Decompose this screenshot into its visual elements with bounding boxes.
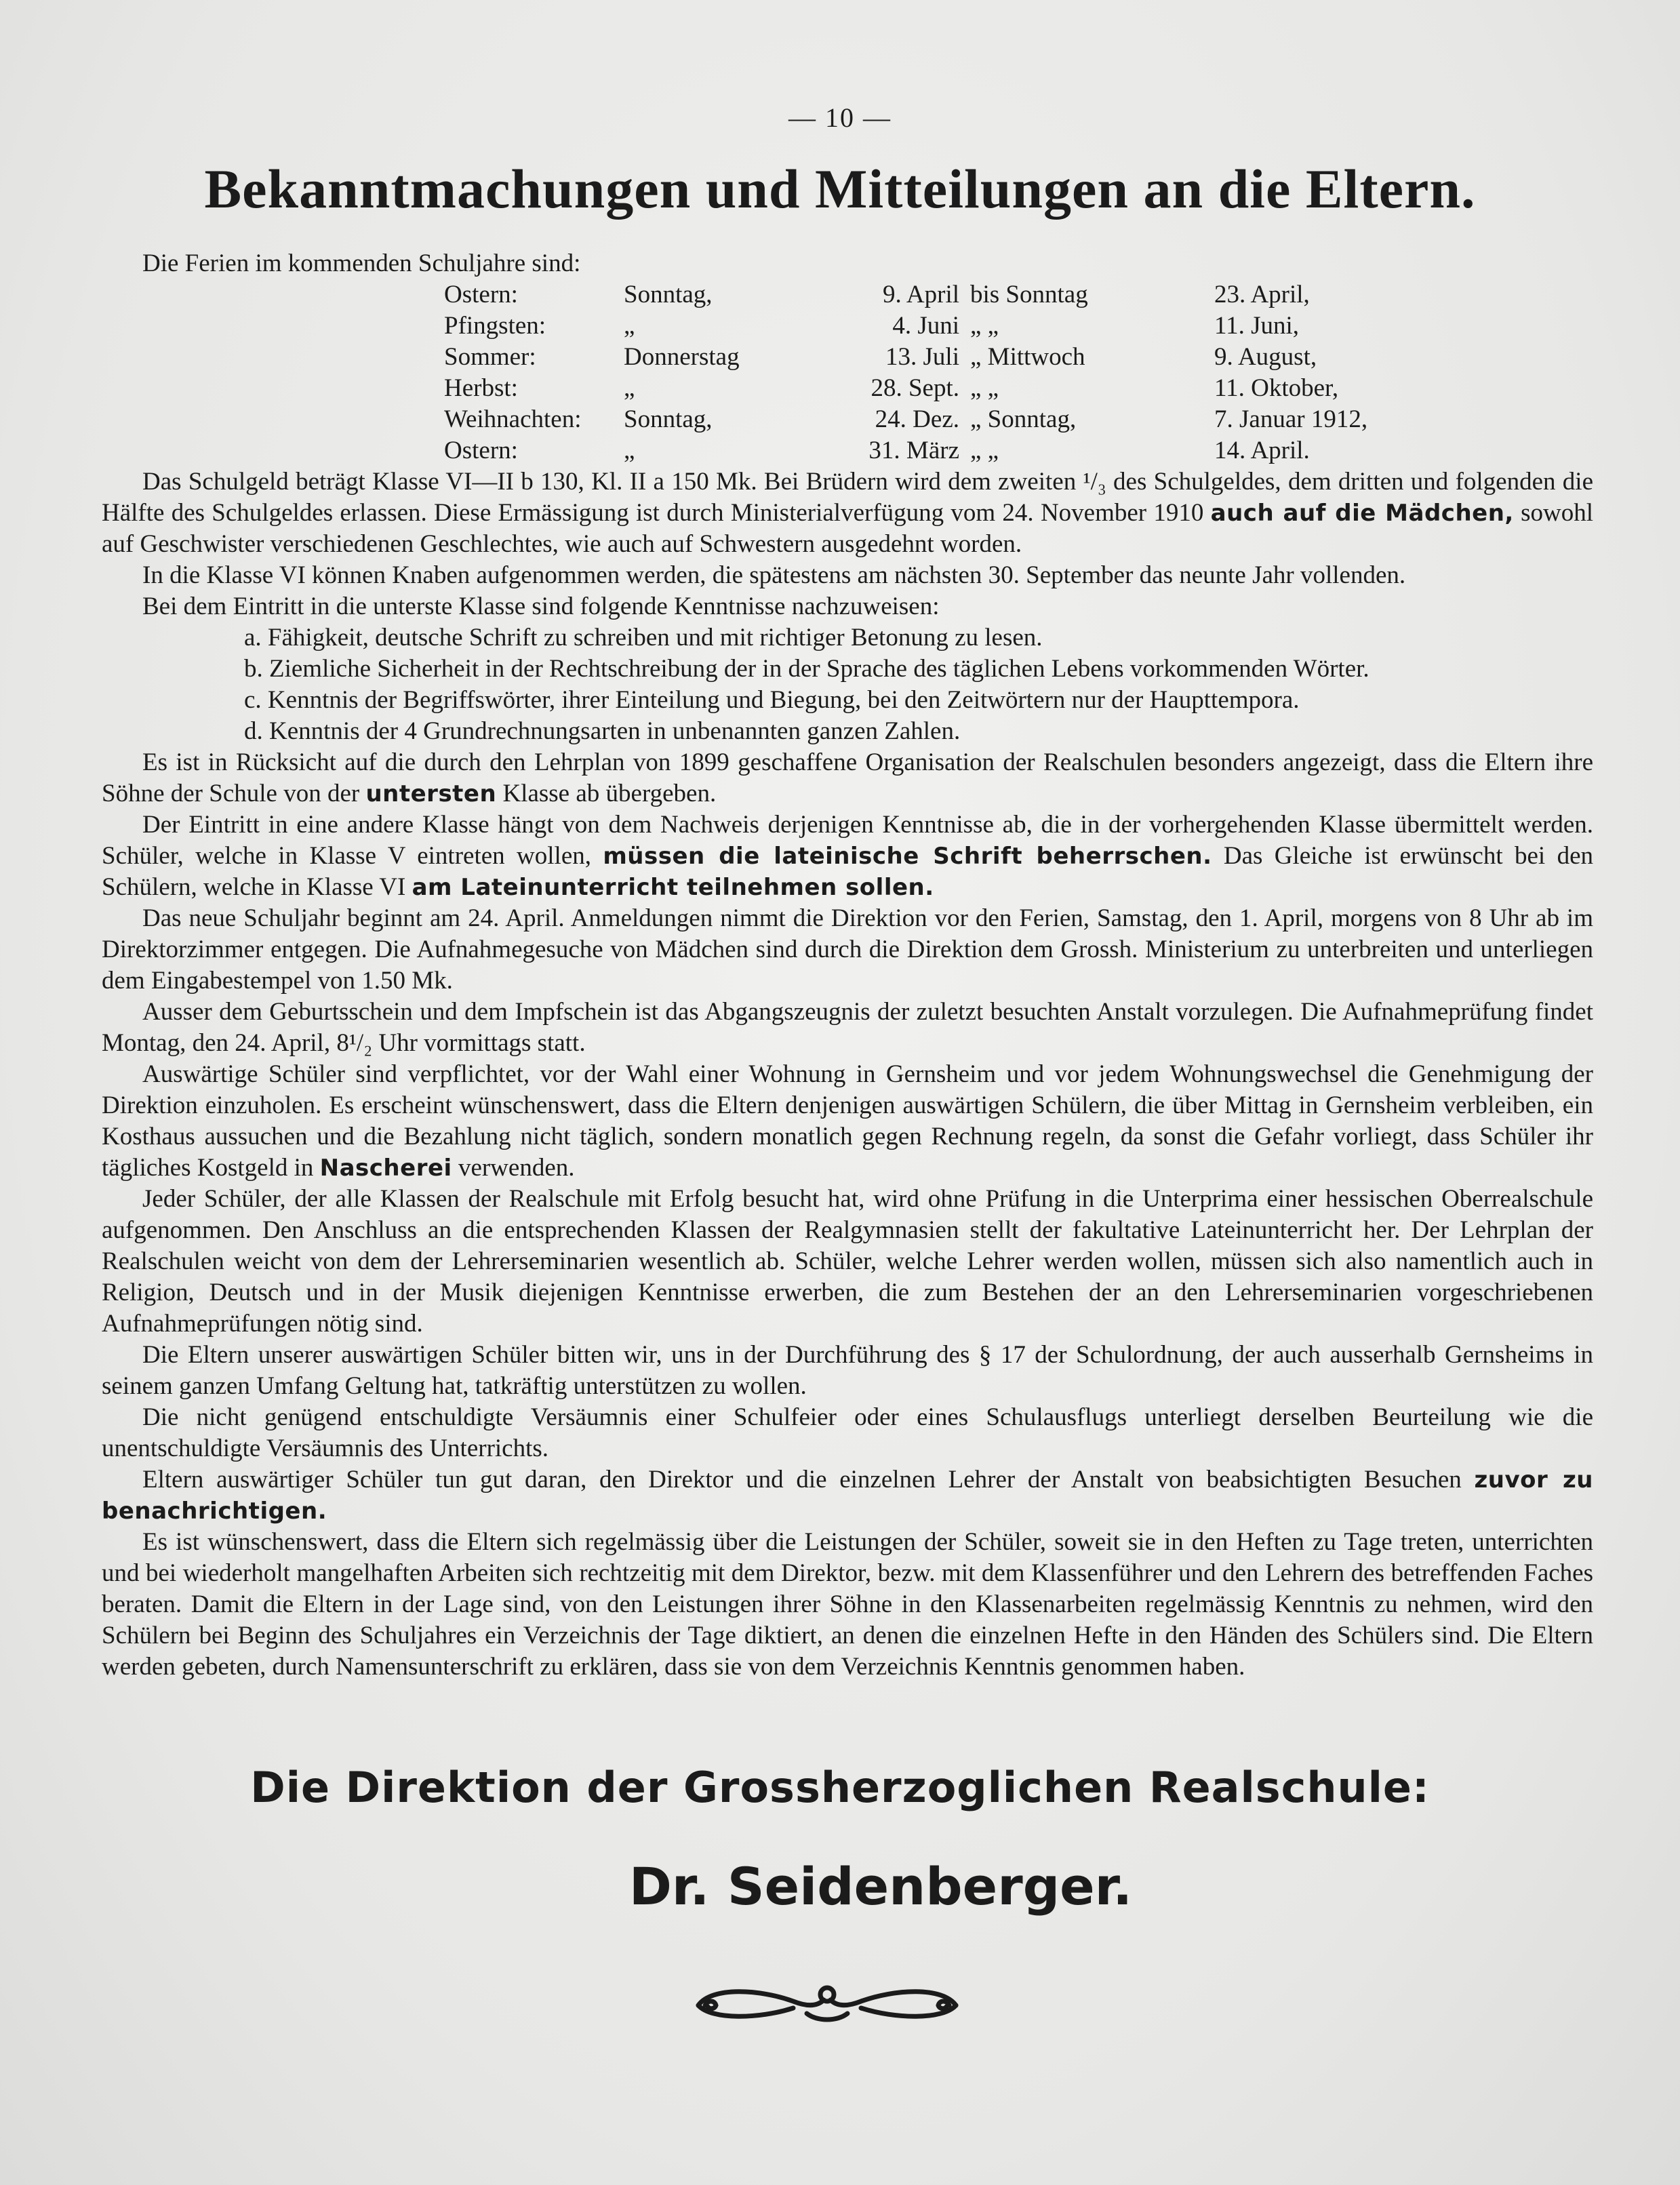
paragraph-schuljahr: Das neue Schuljahr beginnt am 24. April. Anmeldungen nimmt die Direktion vor den Ferien, Samstag, den 1. April, morgens von 8 Uhr ab im Direktorzimmer entgegen. Die Aufnahmegesuche von Mädchen sind durch die Direktion dem Grossh. Ministerium zu unterbreiten und unterliegen dem Eingabestempel von 1.50 Mk.	[102, 904, 1593, 995]
holiday-end-date: 14. April.	[1214, 437, 1310, 464]
paragraph-versaeumnis: Die nicht genügend entschuldigte Versäumnis einer Schulfeier oder eines Schulausflugs unterliegt derselben Beurteilung wie die unentschuldigte Versäumnis des Unterrichts.	[102, 1403, 1593, 1462]
page-number: — 10 —	[788, 102, 892, 133]
holiday-start-day: Sonntag,	[624, 281, 713, 308]
holiday-start-date: 28. Sept.	[871, 374, 959, 402]
holiday-name: Pfingsten:	[444, 312, 546, 340]
emphasis: untersten	[365, 780, 497, 807]
document-body	[102, 248, 1593, 1683]
holiday-start-day: Donnerstag	[624, 343, 740, 371]
paragraph-besuchen: Eltern auswärtiger Schüler tun gut daran, den Direktor und die einzelnen Lehrer der Anstalt von beabsichtigten Besuchen zuvor zu benachrichtigen.	[102, 1466, 1594, 1525]
holiday-end-date: 11. Juni,	[1214, 312, 1300, 340]
paragraph-schulgeld: Das Schulgeld beträgt Klasse VI—II b 130, Kl. II a 150 Mk. Bei Brüdern wird dem zweiten ¹/₃ des Schulgeldes, dem dritten und folgenden die Hälfte des Schulgeldes erlassen. Diese Ermässigung ist durch Ministerialverfügung vom 24. November 1910 auch auf die Mädchen, sowohl auf Geschwister verschiedenen Geschlechtes, wie auch auf Schwestern ausgedehnt worden.	[102, 468, 1594, 558]
holiday-end-day: bis Sonntag	[970, 281, 1088, 308]
paragraph-andere-klasse: Der Eintritt in eine andere Klasse hängt von dem Nachweis derjenigen Kenntnisse ab, die in der vorhergehenden Klasse übermittelt werden. Schüler, welche in Klasse V eintreten wollen, müssen die lateinische Schrift beherrschen. Das Gleiche ist erwünscht bei den Schülern, welche in Klasse VI am Lateinunterricht teilnehmen sollen.	[102, 811, 1593, 901]
page-title: Bekanntmachungen und Mitteilungen an die Eltern.	[204, 158, 1476, 220]
holiday-start-day: „	[624, 374, 635, 402]
holiday-name: Herbst:	[444, 374, 518, 402]
holiday-start-date: 24. Dez.	[875, 405, 959, 433]
holiday-row	[444, 310, 1438, 342]
holiday-end-day: „ Mittwoch	[970, 343, 1085, 371]
paragraph-eintritt: Bei dem Eintritt in die unterste Klasse sind folgende Kenntnisse nachzuweisen:	[142, 593, 940, 620]
paragraph-klasse-vi: In die Klasse VI können Knaben aufgenommen werden, die spätestens am nächsten 30. September das neunte Jahr vollenden.	[142, 561, 1406, 589]
list-item: a. Fähigkeit, deutsche Schrift zu schreiben und mit richtiger Betonung zu lesen.	[244, 624, 1043, 652]
holiday-start-day: „	[624, 312, 635, 340]
emphasis: Nascherei	[319, 1155, 452, 1182]
holiday-row	[444, 342, 1438, 373]
paragraph-geburtsschein: Ausser dem Geburtsschein und dem Impfschein ist das Abgangszeugnis der zuletzt besuchten Anstalt vorzulegen. Die Aufnahmeprüfung findet Montag, den 24. April, 8¹/₂ Uhr vormittags statt.	[102, 998, 1593, 1057]
ferien-intro: Die Ferien im kommenden Schuljahre sind:	[142, 249, 581, 277]
signature-institution: Die Direktion der Grossherzoglichen Realschule:	[250, 1763, 1430, 1812]
holiday-end-day: „ „	[970, 437, 999, 464]
emphasis: auch auf die Mädchen,	[1210, 500, 1514, 527]
requirements-list	[244, 622, 1593, 747]
holiday-end-day: „ Sonntag,	[970, 405, 1077, 433]
holiday-end-day: „ „	[970, 312, 999, 340]
emphasis: müssen die lateinische Schrift beherrschen.	[603, 843, 1212, 870]
signature-name: Dr. Seidenberger.	[628, 1856, 1133, 1917]
holiday-table	[444, 279, 1438, 466]
holiday-end-day: „ „	[970, 374, 999, 402]
holiday-name: Sommer:	[444, 343, 536, 371]
holiday-start-day: „	[624, 437, 635, 464]
holiday-start-day: Sonntag,	[624, 405, 713, 433]
paragraph-schulordnung: Die Eltern unserer auswärtigen Schüler bitten wir, uns in der Durchführung des § 17 der Schulordnung, der auch ausserhalb Gernsheims in seinem ganzen Umfang Geltung hat, tatkräftig unterstützen zu wollen.	[102, 1341, 1593, 1400]
holiday-name: Ostern:	[444, 281, 518, 308]
holiday-name: Ostern:	[444, 437, 518, 464]
holiday-end-date: 11. Oktober,	[1214, 374, 1339, 402]
holiday-start-date: 9. April	[882, 281, 959, 308]
holiday-end-date: 23. April,	[1214, 281, 1310, 308]
emphasis: zuvor zu benachrichtigen.	[102, 1466, 1594, 1525]
holiday-row	[444, 373, 1438, 404]
paragraph-lehrplan: Es ist in Rücksicht auf die durch den Lehrplan von 1899 geschaffene Organisation der Realschulen besonders angezeigt, dass die Eltern ihre Söhne der Schule von der untersten Klasse ab übergeben.	[102, 748, 1593, 807]
holiday-start-date: 13. Juli	[885, 343, 959, 371]
scroll-ornament-icon	[685, 1980, 969, 2027]
holiday-row	[444, 279, 1438, 310]
holiday-end-date: 7. Januar 1912,	[1214, 405, 1368, 433]
paragraph-leistungen: Es ist wünschenswert, dass die Eltern sich regelmässig über die Leistungen der Schüler, soweit sie in den Heften zu Tage treten, unterrichten und bei wiederholt mangelhaften Arbeiten sich rechtzeitig mit dem Direktor, bezw. mit dem Klassenführer und den Lehrern des betreffenden Faches beraten. Damit die Eltern in der Lage sind, von den Leistungen ihrer Söhne in den Klassenarbeiten regelmässig Kenntnis zu nehmen, wird den Schülern bei Beginn des Schuljahres ein Verzeichnis der Tage diktiert, an denen die einzelnen Hefte in den Händen des Schülers sind. Die Eltern werden gebeten, durch Namensunterschrift zu erklären, dass sie von dem Verzeichnis Kenntnis genommen haben.	[102, 1528, 1593, 1681]
holiday-name: Weihnachten:	[444, 405, 582, 433]
list-item: c. Kenntnis der Begriffswörter, ihrer Einteilung und Biegung, bei den Zeitwörtern nur der Haupttempora.	[244, 686, 1300, 714]
paragraph-auswaertige: Auswärtige Schüler sind verpflichtet, vor der Wahl einer Wohnung in Gernsheim und vor jedem Wohnungswechsel die Genehmigung der Direktion einzuholen. Es erscheint wünschenswert, dass die Eltern denjenigen auswärtigen Schülern, die über Mittag in Gernsheim verbleiben, ein Kosthaus aussuchen und die Bezahlung nicht täglich, sondern monatlich gegen Rechnung regeln, da sonst die Gefahr vorliegt, dass Schüler ihr tägliches Kostgeld in Nascherei verwenden.	[102, 1060, 1593, 1182]
holiday-start-date: 31. März	[868, 437, 959, 464]
holiday-row	[444, 404, 1438, 435]
holiday-end-date: 9. August,	[1214, 343, 1317, 371]
holiday-row	[444, 435, 1438, 466]
list-item: b. Ziemliche Sicherheit in der Rechtschreibung der in der Sprache des täglichen Lebens vorkommenden Wörter.	[244, 655, 1369, 683]
holiday-start-date: 4. Juni	[892, 312, 959, 340]
list-item: d. Kenntnis der 4 Grundrechnungsarten in unbenannten ganzen Zahlen.	[244, 717, 961, 745]
emphasis: am Lateinunterricht teilnehmen sollen.	[412, 874, 934, 901]
paragraph-oberrealschule: Jeder Schüler, der alle Klassen der Realschule mit Erfolg besucht hat, wird ohne Prüfung in die Unterprima einer hessischen Oberrealschule aufgenommen. Den Anschluss an die entsprechenden Klassen der Realgymnasien stellt der fakultative Lateinunterricht her. Der Lehrplan der Realschulen weicht von dem der Lehrerseminarien wesentlich ab. Schüler, welche Lehrer werden wollen, müssen sich also namentlich auch in Religion, Deutsch und in der Musik diejenigen Kenntnisse erwerben, die zum Bestehen der an den Lehrerseminarien vorgeschriebenen Aufnahmeprüfungen nötig sind.	[102, 1185, 1593, 1338]
